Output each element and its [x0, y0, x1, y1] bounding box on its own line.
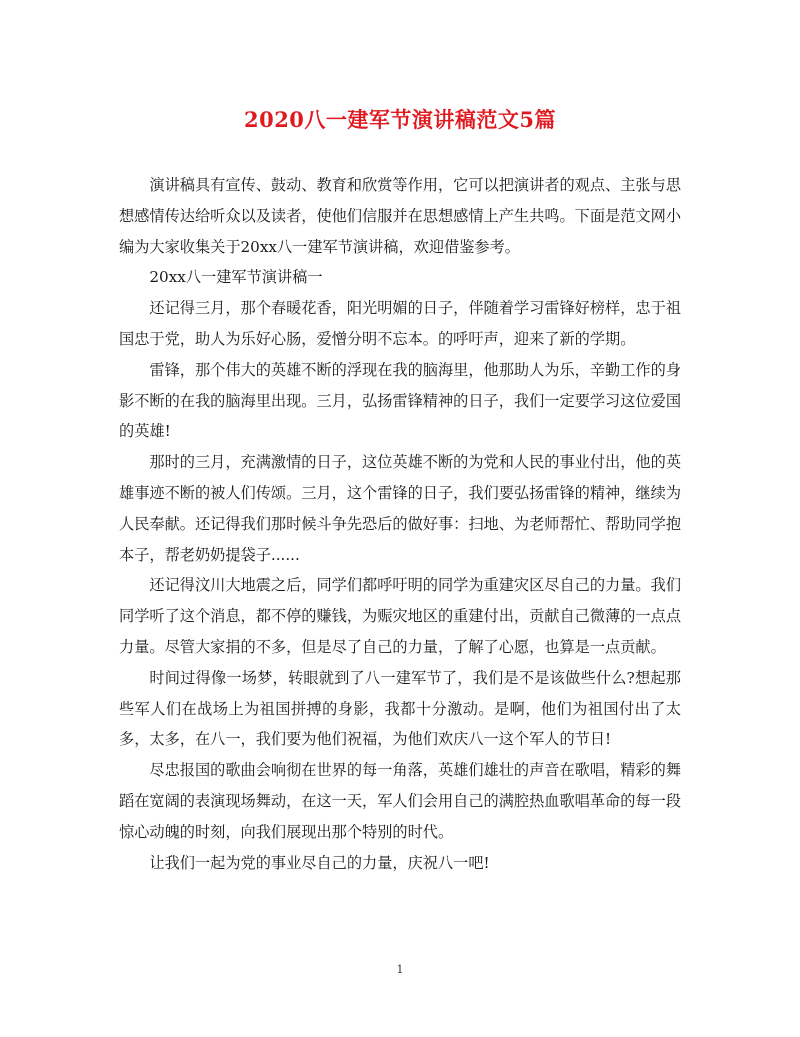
section-heading: 20xx八一建军节演讲稿一: [149, 268, 323, 287]
paragraph: 尽忠报国的歌曲会响彻在世界的每一角落，英雄们雄壮的声音在歌唱，精彩的舞蹈在宽阔的表演现场舞动，在这一天，军人们会用自己的满腔热血歌唱革命的每一段惊心动魄的时刻，向我们展现出那个特别的时代。: [119, 761, 681, 841]
paragraph-intro: 演讲稿具有宣传、鼓动、教育和欣赏等作用，它可以把演讲者的观点、主张与思想感情传达给听众以及读者，使他们信服并在思想感情上产生共鸣。下面是范文网小编为大家收集关于20xx八一建军节演讲稿，欢迎借鉴参考。: [119, 176, 681, 256]
document-body: [119, 170, 681, 878]
paragraph: 雷锋，那个伟大的英雄不断的浮现在我的脑海里，他那助人为乐，辛勤工作的身影不断的在我的脑海里出现。三月，弘扬雷锋精神的日子，我们一定要学习这位爱国的英雄!: [119, 360, 681, 441]
document-title: 2020八一建军节演讲稿范文5篇: [243, 107, 557, 132]
page-number: 1: [396, 963, 404, 976]
paragraph: 还记得汶川大地震之后，同学们都呼吁明的同学为重建灾区尽自己的力量。我们同学听了这个消息，都不停的赚钱，为赈灾地区的重建付出，贡献自己微薄的一点点力量。尽管大家捐的不多，但是尽了自己的力量，了解了心愿，也算是一点贡献。: [119, 576, 681, 656]
paragraph-closing: 让我们一起为党的事业尽自己的力量，庆祝八一吧!: [149, 853, 490, 872]
paragraph: 时间过得像一场梦，转眼就到了八一建军节了，我们是不是该做些什么?想起那些军人们在战场上为祖国拼搏的身影，我都十分激动。是啊，他们为祖国付出了太多，太多，在八一，我们要为他们祝福，为他们欢庆八一这个军人的节日!: [119, 668, 681, 749]
paragraph: 还记得三月，那个春暖花香，阳光明媚的日子，伴随着学习雷锋好榜样，忠于祖国忠于党，助人为乐好心肠，爱憎分明不忘本。的呼吁声，迎来了新的学期。: [119, 299, 681, 348]
paragraph: 那时的三月，充满激情的日子，这位英雄不断的为党和人民的事业付出，他的英雄事迹不断的被人们传颂。三月，这个雷锋的日子，我们要弘扬雷锋的精神，继续为人民奉献。还记得我们那时候斗争先恐后的做好事：扫地、为老师帮忙、帮助同学抱本子，帮老奶奶提袋子......: [119, 453, 681, 564]
